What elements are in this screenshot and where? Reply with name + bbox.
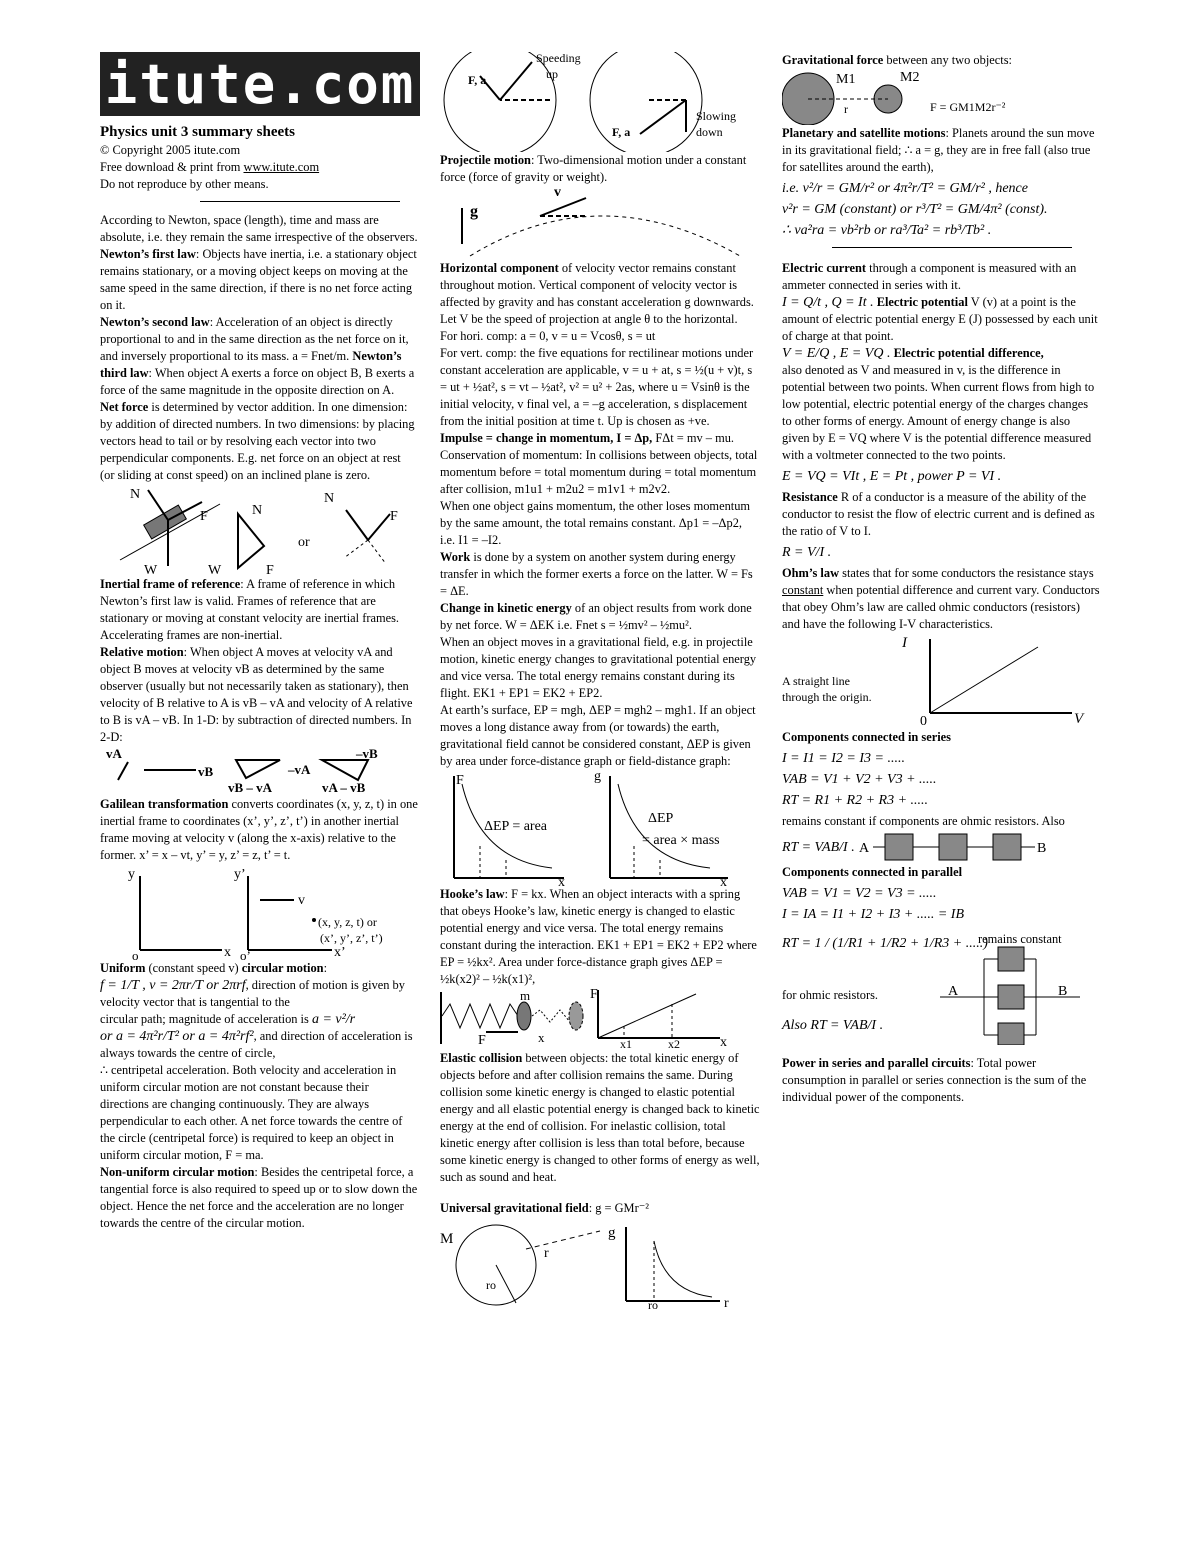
svg-text:V: V: [1074, 711, 1084, 727]
svg-text:Speeding: Speeding: [536, 52, 581, 65]
svg-text:x1: x1: [620, 1037, 632, 1050]
svg-text:F: F: [590, 988, 598, 1002]
svg-text:vA – vB: vA – vB: [322, 780, 366, 795]
svg-text:Slowing: Slowing: [696, 109, 737, 123]
svg-text:A straight line: A straight line: [782, 674, 850, 688]
electric-current: Electric current through a component is measured with an ammeter connected in series with it.: [782, 261, 1077, 292]
galilean: Galilean transformation converts coordinates (x, y, z, t) in one inertial frame to coordinates (x’, y’, z’, t’) in another inertial frame moving at velocity v (along the x-axis) relative to the former. x’ = x – vt, y’ = y, z’ = z, t’ = t.: [100, 797, 418, 862]
svg-text:N: N: [324, 491, 335, 506]
svg-text:B: B: [1058, 984, 1068, 999]
svg-text:x2: x2: [668, 1037, 680, 1050]
non-uniform-circular: Non-uniform circular motion: Besides the centripetal force, a tangential force is also required to speed up or to slow down the object. Hence the net force and the acceleration are no longer towards the centre of the circular motion.: [100, 1165, 418, 1230]
series-eq-2: VAB = V1 + V2 + V3 + .....: [782, 772, 937, 787]
projectile-diagram: [440, 186, 760, 260]
inertial-frame: Inertial frame of reference: A frame of reference in which Newton’s first law is valid. Frames of reference that are stationary or moving at constant velocity are inertial frames. Accelerating frames are non-inertial.: [100, 577, 399, 642]
planetary-eq-1: i.e. v²/r = GM/r² or 4π²r/T² = GM/r² , hence: [782, 181, 1028, 196]
svg-text:v: v: [298, 893, 305, 908]
series-note: remains constant if components are ohmic resistors. Also: [782, 814, 1065, 828]
newton-intro: According to Newton, space (length), time and mass are absolute, i.e. they remain the same irrespective of the observers.: [100, 213, 418, 244]
svg-text:y: y: [128, 867, 135, 882]
svg-text:down: down: [696, 125, 723, 139]
column-3: [782, 52, 1100, 1106]
svg-text:through the origin.: through the origin.: [782, 690, 872, 704]
frequency-equation: f = 1/T , v = 2πr/T or 2πrf, direction of motion is given by velocity vector that is tangential to the: [100, 978, 405, 1009]
svg-text:g: g: [608, 1225, 616, 1241]
parallel-block: [782, 927, 1100, 1047]
parallel-ohmic: for ohmic resistors.: [782, 988, 879, 1002]
parallel-rt: RT = 1 / (1/R1 + 1/R2 + 1/R3 + .....): [782, 936, 988, 951]
potential-difference: V = E/Q , E = VQ . Electric potential difference,: [782, 346, 1044, 361]
svg-text:I: I: [902, 635, 907, 651]
momentum-gain: When one object gains momentum, the other loses momentum by the same amount, the total remains constant. Δp1 = –Δp2, i.e. I1 = –I2.: [440, 499, 751, 547]
column-1: [100, 52, 418, 1232]
svg-text:F, a: F, a: [612, 125, 631, 139]
svg-text:or: or: [298, 535, 310, 550]
svg-text:r: r: [844, 102, 848, 116]
net-force: Net force is determined by vector addition. In one dimension: by addition of directed numbers. In two dimensions: by placing vectors head to tail or by resolving each vector into two perpendicular components. E.g. net force on an object at rest (or sliding at const speed) on an inclined plane is zero.: [100, 400, 415, 482]
svg-text:0: 0: [920, 714, 927, 729]
circular-path: circular path; magnitude of acceleration is a = v²/r: [100, 1012, 356, 1027]
download-line: Free download & print from www.itute.com: [100, 160, 320, 174]
svg-text:ΔEP: ΔEP: [648, 811, 674, 826]
earth-surface: At earth’s surface, EP = mgh, ΔEP = mgh2 – mgh1. If an object moves a long distance away from (or towards) the earth, gravitational field cannot be considered constant, ΔEP is given by area under force-distance graph or field-distance graph:: [440, 703, 756, 768]
kinetic-energy: Change in kinetic energy of an object results from work done by net force. W = ΔEK i.e. Fnet s = ½mv² – ½mu².: [440, 601, 752, 632]
svg-text:vA: vA: [106, 746, 122, 761]
hori-comp: For hori. comp: a = 0, v = u = Vcosθ, s = ut: [440, 329, 656, 343]
series-eq-3: RT = R1 + R2 + R3 + .....: [782, 793, 929, 808]
gravitational-field: When an object moves in a gravitational field, e.g. in projectile motion, kinetic energy changes to gravitational potential energy and vice versa. The total energy remains constant during its flight. EK1 + EP1 = EK2 + EP2.: [440, 635, 757, 700]
divider: [832, 247, 1072, 248]
svg-text:F: F: [266, 563, 274, 576]
svg-text:r: r: [544, 1246, 549, 1261]
gravitational-force-diagram: [782, 69, 1100, 125]
centripetal: ∴ centripetal acceleration. Both velocity and acceleration in uniform circular motion are not constant because their directions are changing continuously. They are always perpendicular to each other. A net force towards the centre of the circle (centripetal force) is required to keep an object in uniform circular motion, F = ma.: [100, 1063, 403, 1162]
svg-text:–vB: –vB: [356, 746, 378, 761]
hookes-law: Hooke’s law: F = kx. When an object interacts with a spring that obeys Hooke’s law, kinetic energy is changed to elastic potential energy and vice versa. The total energy remains constant during the interaction. EK1 + EP1 = EK2 + EP2 where EP = ½kx². Area under force-distance graph gives ΔEP = ½k(x2)² – ½k(x1)²,: [440, 887, 757, 986]
notice: Do not reproduce by other means.: [100, 177, 269, 191]
second-law: Newton’s second law: Acceleration of an object is directly proportional to and in the same direction as the net force on it, and inversely proportional to its mass. a = Fnet/m. Newton’s third law: When object A exerts a force on object B, B exerts a force of the same magnitude in the opposite direction on A.: [100, 315, 415, 397]
svg-text:r: r: [724, 1296, 729, 1309]
vert-comp: For vert. comp: the five equations for rectilinear motions under constant acceleration are applicable, v = u + at, s = ½(u + v)t, s = ut + ½at², s = vt – ½at², v² = u² + 2as, where u = Vsinθ is the initial velocity, v final vel, a = –g acceleration, s displacement from the initial position at time t. Up is chosen as +ve.: [440, 346, 754, 428]
svg-text:A: A: [948, 984, 959, 999]
svg-text:g: g: [594, 770, 601, 784]
svg-text:x: x: [720, 1035, 727, 1050]
potential-energy-graphs: [440, 770, 760, 886]
svg-text:vB: vB: [198, 764, 214, 779]
uniform-circular: Uniform (constant speed v) circular motion:: [100, 961, 328, 975]
svg-text:B: B: [1036, 841, 1047, 856]
copyright: © Copyright 2005 itute.com: [100, 143, 241, 157]
iv-graph: [782, 633, 1100, 729]
ohms-law: Ohm’s law states that for some conductors the resistance stays constant when potential difference and current vary. Conductors that obey Ohm’s law are called ohmic conductors (resistors) and have the following I-V characteristics.: [782, 566, 1100, 631]
svg-text:vB – vA: vB – vA: [228, 780, 273, 795]
svg-text:–vA: –vA: [288, 762, 311, 777]
svg-text:W: W: [144, 563, 158, 576]
accel-equation: or a = 4π²r/T² or a = 4π²rf², and direction of acceleration is always towards the centre of circle,: [100, 1029, 413, 1060]
svg-text:x: x: [224, 945, 231, 960]
universal-gravitational-field: Universal gravitational field: g = GMr⁻²: [440, 1201, 649, 1215]
spring-diagram: [440, 988, 760, 1050]
electric-potential: I = Q/t , Q = It . Electric potential V (v) at a point is the amount of electric potential energy E (J) possessed by each unit of charge at that point.: [782, 295, 1098, 343]
galilean-frames-diagram: [100, 864, 418, 960]
column-2: [440, 52, 760, 1309]
svg-text:F: F: [390, 509, 398, 524]
relative-motion: Relative motion: When object A moves at velocity vA and object B moves at velocity vB as determined by the same observer (usually but not necessarily taken as stationary), then velocity of B relative to A is vB – vA and velocity of A relative to B is vA – vB. In 1-D: by subtraction of directed numbers. In 2-D:: [100, 645, 413, 744]
svg-text:v: v: [554, 186, 561, 200]
series-resistors-diagram: [855, 830, 1055, 864]
elastic-collision: Elastic collision between objects: the total kinetic energy of objects before and after collision remains the same. During collision some kinetic energy is changed to elastic potential energy and all elastic potential energy is changed back to kinetic energy at the end of collision. For inelastic collision, total kinetic energy after collision is less than total before, because some kinetic energy is changed to other forms of energy as well, such as sound and heat.: [440, 1051, 760, 1184]
series-eq-1: I = I1 = I2 = I3 = .....: [782, 751, 905, 766]
svg-text:A: A: [858, 841, 869, 856]
svg-text:x: x: [720, 875, 727, 886]
svg-text:o’: o’: [240, 948, 251, 960]
svg-text:ro: ro: [486, 1278, 496, 1292]
parallel-eq-2: I = IA = I1 + I2 + I3 + ..... = IB: [782, 907, 965, 922]
series-heading: Components connected in series: [782, 730, 951, 744]
impulse: Impulse = change in momentum, I = Δp, FΔt = mv – mu. Conservation of momentum: In collisions between objects, total momentum before = total momentum during = total momentum after collision, m1u1 + m2u2 = m1v1 + m2v2.: [440, 431, 758, 496]
planetary-eq-3: ∴ va²ra = vb²rb or ra³/Ta² = rb³/Tb² .: [782, 223, 992, 238]
svg-text:= area × mass: = area × mass: [642, 833, 720, 848]
svg-text:M2: M2: [900, 70, 920, 85]
series-circuit: RT = VAB/I . A B: [782, 830, 1100, 864]
itute-link[interactable]: www.itute.com: [243, 160, 320, 174]
svg-text:(x’, y’, z’, t’): (x’, y’, z’, t’): [320, 931, 383, 945]
work: Work is done by a system on another system during energy transfer in which the former exerts a force on the latter. W = Fs = ΔE.: [440, 550, 753, 598]
page-title: Physics unit 3 summary sheets: [100, 124, 296, 140]
svg-text:ΔEP = area: ΔEP = area: [484, 819, 548, 834]
itute-logo: itute.com: [100, 52, 420, 116]
svg-text:W: W: [208, 563, 222, 576]
svg-text:F: F: [200, 509, 208, 524]
svg-text:N: N: [252, 503, 263, 518]
svg-text:F: F: [456, 773, 464, 788]
parallel-note: remains constant: [978, 932, 1062, 946]
resistance: Resistance R of a conductor is a measure of the ability of the conductor to resist the flow of electric current and is defined as the ratio of V to I.: [782, 490, 1095, 538]
svg-text:x’: x’: [334, 945, 346, 960]
svg-text:F, a: F, a: [468, 73, 487, 87]
pd-description: also denoted as V and measured in v, is the difference in potential between two points. When current flows from high to low potential, electric potential energy of the charges changes to other forms of energy. Amount of energy change is also given by E = VQ where V is the potential difference measured with a voltmeter connected to the two points.: [782, 363, 1095, 462]
svg-text:x: x: [538, 1030, 545, 1045]
first-law: Newton’s first law: Objects have inertia, i.e. a stationary object remains stationary, or a moving object keeps on moving at the same speed in the same direction, if there is no net force acting on it.: [100, 247, 417, 312]
gravitational-field-diagram: [440, 1217, 760, 1309]
power-circuits: Power in series and parallel circuits: Total power consumption in parallel or series connection is the sum of the individual power of the components.: [782, 1056, 1087, 1104]
svg-text:M1: M1: [836, 72, 856, 87]
svg-text:up: up: [546, 67, 558, 81]
parallel-also: Also RT = VAB/I .: [782, 1018, 884, 1033]
circular-speed-diagram: [440, 52, 760, 152]
divider: [200, 201, 400, 202]
projectile-motion: Projectile motion: Two-dimensional motion under a constant force (force of gravity or weight).: [440, 153, 747, 184]
power-equation: E = VQ = VIt , E = Pt , power P = VI .: [782, 469, 1002, 484]
svg-text:(x, y, z, t) or: (x, y, z, t) or: [318, 915, 377, 929]
horizontal-component: Horizontal component of velocity vector remains constant throughout motion. Vertical component of velocity vector is affected by gravity and has constant acceleration g downwards. Let V be the speed of projection at angle θ to the horizontal.: [440, 261, 754, 326]
svg-text:M: M: [440, 1231, 454, 1247]
svg-text:N: N: [130, 487, 141, 502]
planetary-motion: Planetary and satellite motions: Planets around the sun move in its gravitational field; ∴ a = g, they are in free fall (also true for satellites around the earth),: [782, 126, 1095, 174]
svg-text:o: o: [132, 948, 139, 960]
gravitational-force: Gravitational force between any two objects:: [782, 53, 1012, 67]
parallel-heading: Components connected in parallel: [782, 865, 963, 879]
inclined-plane-diagram: [100, 484, 418, 576]
svg-text:y’: y’: [234, 867, 246, 882]
svg-text:x: x: [558, 875, 565, 886]
svg-text:ro: ro: [648, 1298, 658, 1309]
parallel-eq-1: VAB = V1 = V2 = V3 = .....: [782, 886, 937, 901]
svg-text:m: m: [520, 988, 531, 1003]
planetary-eq-2: v²r = GM (constant) or r³/T² = GM/4π² (const).: [782, 202, 1048, 217]
svg-text:g: g: [470, 203, 478, 220]
svg-text:F: F: [478, 1033, 486, 1048]
resistance-equation: R = V/I .: [782, 545, 832, 560]
parallel-resistors-diagram: [940, 945, 1080, 1045]
svg-text:F = GM1M2r⁻²: F = GM1M2r⁻²: [930, 100, 1006, 114]
relative-velocity-diagram: [100, 746, 418, 796]
